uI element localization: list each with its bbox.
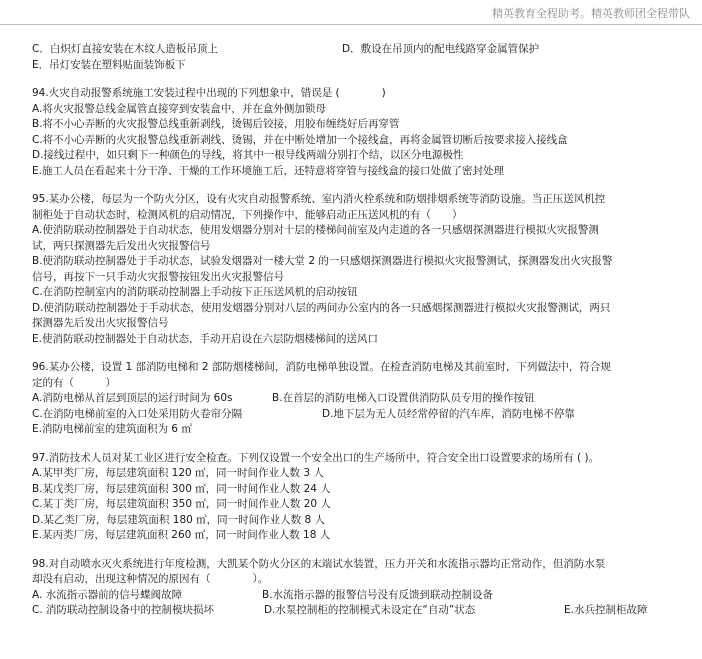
option-a: A.消防电梯从首层到顶层的运行时间为 60s [32, 392, 233, 404]
option-d: D.接线过程中，如只剩下一种颜色的导线，将其中一根导线两端分别打个结，以区分电源极性 [32, 149, 464, 161]
option-a-line-2: 试，两只探测器先后发出火灾报警信号 [32, 239, 211, 252]
option-e: E.使消防联动控制器处于自动状态，手动开启设在六层防烟楼梯间的送风口 [32, 332, 378, 345]
option-a: A. 水流指示器前的信号蝶阀故障 [32, 588, 183, 601]
option-b: B.在首层的消防电梯入口设置供消防队员专用的操作按钮 [272, 392, 535, 404]
option-b: B.将不小心弄断的火灾报警总线重新剥线，烫锡后铰接，用胶布缠绕好后再穿管 [32, 118, 400, 130]
options-cd-row [32, 407, 682, 423]
question-stem-line-1: 95.某办公楼，每层为一个防火分区，设有火灾自动报警系统、室内消火栓系统和防烟排烟系统等消防设施。当正压送风机控 [32, 193, 606, 205]
option-a-line-1: A.使消防联动控制器处于自动状态，使用发烟器分别对十层的楼梯间前室及内走道的各一只感烟探测器进行模拟火灾报警测 [32, 224, 599, 236]
question-94 [32, 86, 682, 179]
option-c: C．白炽灯直接安装在木纹人造板吊顶上 [32, 43, 218, 55]
page-header [0, 0, 702, 25]
question-98 [32, 557, 682, 619]
question-97 [32, 451, 682, 544]
question-stem-line-1: 98.对自动喷水灭火系统进行年度检测，大凯某个防火分区的末端试水装置，压力开关和水流指示器均正常动作，但消防水泵 [32, 557, 606, 570]
option-d: D．敷设在吊顶内的配电线路穿金属管保护 [342, 43, 540, 55]
options-ab-row [32, 588, 682, 604]
option-d-line-2: 探测器先后发出火灾报警信号 [32, 317, 169, 329]
option-c: C. 消防联动控制设备中的控制模块损坏 [32, 604, 215, 616]
header-slogan: 精英教育全程助考。精英教师团全程带队 [492, 7, 690, 20]
option-b-line-2: 信号，再按下一只手动火灾报警按钮发出火灾报警信号 [32, 270, 284, 283]
options-ab-row [32, 391, 682, 407]
option-e: E.水兵控制柜故障 [564, 604, 648, 616]
option-d: D.水泵控制柜的控制模式未设定在“自动”状态 [264, 604, 476, 616]
option-b: B.水流指示器的报警信号没有反馈到联动控制设备 [262, 588, 494, 601]
option-c: C.在消防电梯前室的入口处采用防火卷帘分隔 [32, 407, 243, 420]
option-c: C.某丁类厂房，每层建筑面积 350 ㎡，同一时间作业人数 20 人 [32, 498, 331, 510]
option-c: C.将不小心弄断的火灾报警总线重新剥线、烫锡，并在中断处增加一个接线盒，再将金属管切断后按要求接入接线盒 [32, 133, 568, 146]
question-stem: 94.火灾自动报警系统施工安装过程中出现的下列想象中，错误是 ( ) [32, 87, 386, 99]
option-b-line-1: B.使消防联动控制器处于手动状态，试验发烟器对一楼大堂 2 的一只感烟探测器进行模拟火灾报警测试，探测器发出火灾报警 [32, 255, 613, 267]
question-stem: 97.消防技术人员对某工业区进行安全检查。下列仅设置一个安全出口的生产场所中，符合安全出口设置要求的场所有 ( )。 [32, 451, 600, 464]
question-95 [32, 192, 682, 347]
question-stem-line-1: 96.某办公楼，设置 1 部消防电梯和 2 部防烟楼梯间，消防电梯单独设置。在检查消防电梯及其前室时，下列做法中，符合规 [32, 361, 611, 373]
option-d: D.某乙类厂房，每层建筑面积 180 ㎡，同一时间作业人数 8 人 [32, 513, 325, 526]
option-e: E.消防电梯前室的建筑面积为 6 ㎡ [32, 423, 192, 435]
option-c: C.在消防控制室内的消防联动控制器上手动按下正压送风机的启动按钮 [32, 286, 358, 298]
option-e: E．吊灯安装在塑料贴面装饰板下 [32, 58, 186, 71]
option-e: E.某丙类厂房，每层建筑面积 260 ㎡，同一时间作业人数 18 人 [32, 529, 331, 541]
option-d-line-1: D.使消防联动控制器处于手动状态，使用发烟器分别对八层的两间办公室内的各一只感烟探测器进行模拟火灾报警测试，两只 [32, 301, 611, 314]
option-b: B.某戊类厂房，每层建筑面积 300 ㎡，同一时间作业人数 24 人 [32, 482, 331, 495]
question-96 [32, 360, 682, 438]
option-d: D.地下层为无人员经常停留的汽车库，消防电梯不停靠 [322, 407, 575, 420]
question-stem-line-2: 却没有启动，出现这种情况的原因有（ ）。 [32, 573, 269, 585]
question-stem-line-2: 制柜处于自动状态时，检测风机的启动情况，下列操作中，能够启动正压送风机的有（ ） [32, 208, 463, 221]
top-options-row [32, 42, 682, 58]
document-body [32, 42, 682, 619]
question-stem-line-2: 定的有（ ） [32, 376, 116, 389]
option-a: A.将火灾报警总线金属管直接穿到安装盒中，并在盒外侧加锁母 [32, 102, 326, 115]
option-a: A.某甲类厂房，每层建筑面积 120 ㎡，同一时间作业人数 3 人 [32, 467, 324, 479]
options-cde-row [32, 603, 682, 619]
option-e: E.施工人员在看起来十分干净、干燥的工作环境施工后，还特意将穿管与接线盒的接口处做了密封处理 [32, 164, 504, 177]
